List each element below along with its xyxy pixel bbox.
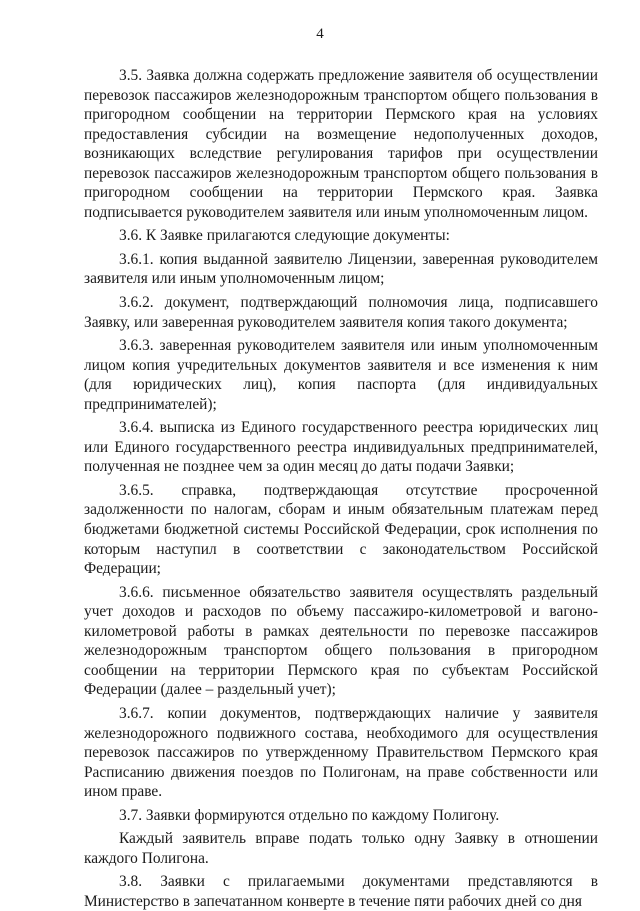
document-body <box>84 66 598 911</box>
page-number: 4 <box>316 26 324 42</box>
paragraph-each-applicant: Каждый заявитель вправе подать только одну Заявку в отношении каждого Полигона. <box>84 830 598 867</box>
paragraph-3-7: 3.7. Заявки формируются отдельно по каждому Полигону. <box>119 806 500 824</box>
paragraph-3-6-2: 3.6.2. документ, подтверждающий полномочия лица, подписавшего Заявку, или заверенная руководителем заявителя копия такого документа; <box>84 294 598 331</box>
paragraph-3-6-7: 3.6.7. копии документов, подтверждающих наличие у заявителя железнодорожного подвижного состава, необходимого для осуществления перевозок пассажиров по утвержденному Правительством Пермского края Расписанию движения поездов по Полигонам, на праве собственности или ином праве. <box>84 704 598 801</box>
paragraph-3-8: 3.8. Заявки с прилагаемыми документами представляются в Министерство в запечатанном конверте в течение пяти рабочих дней со дня <box>84 873 598 910</box>
paragraph-3-6-6: 3.6.6. письменное обязательство заявителя осуществлять раздельный учет доходов и расходов по объему пассажиро-километровой и вагоно-километровой работы в рамках деятельности по перевозке пассажиров железнодорожным транспортом общего пользования в пригородном сообщении на территории Пермского края по субъектам Российской Федерации (далее – раздельный учет); <box>84 583 598 699</box>
paragraph-3-5: 3.5. Заявка должна содержать предложение заявителя об осуществлении перевозок пассажиров железнодорожным транспортом общего пользования в пригородном сообщении на территории Пермского края на условиях предоставления субсидии на возмещение недополученных доходов, возникающих вследствие регулирования тарифов при осуществлении перевозок пассажиров железнодорожным транспортом общего пользования в пригородном сообщении на территории Пермского края. Заявка подписывается руководителем заявителя или иным уполномоченным лицом. <box>84 67 598 221</box>
paragraph-3-6-5: 3.6.5. справка, подтверждающая отсутствие просроченной задолженности по налогам, сборам и иным обязательным платежам перед бюджетами бюджетной системы Российской Федерации, срок исполнения по которым наступил в соответствии с законодательством Российской Федерации; <box>84 481 598 578</box>
paragraph-3-6-4: 3.6.4. выписка из Единого государственного реестра юридических лиц или Единого государственного реестра индивидуальных предпринимателей, полученная не позднее чем за один месяц до даты подачи Заявки; <box>84 419 598 476</box>
paragraph-3-6-3: 3.6.3. заверенная руководителем заявителя или иным уполномоченным лицом копия учредительных документов заявителя и все изменения к ним (для юридических лиц), копия паспорта (для индивидуальных предпринимателей); <box>84 337 598 413</box>
paragraph-3-6: 3.6. К Заявке прилагаются следующие документы: <box>119 227 450 245</box>
paragraph-3-6-1: 3.6.1. копия выданной заявителю Лицензии, заверенная руководителем заявителя или иным уполномоченным лицом; <box>84 250 598 288</box>
